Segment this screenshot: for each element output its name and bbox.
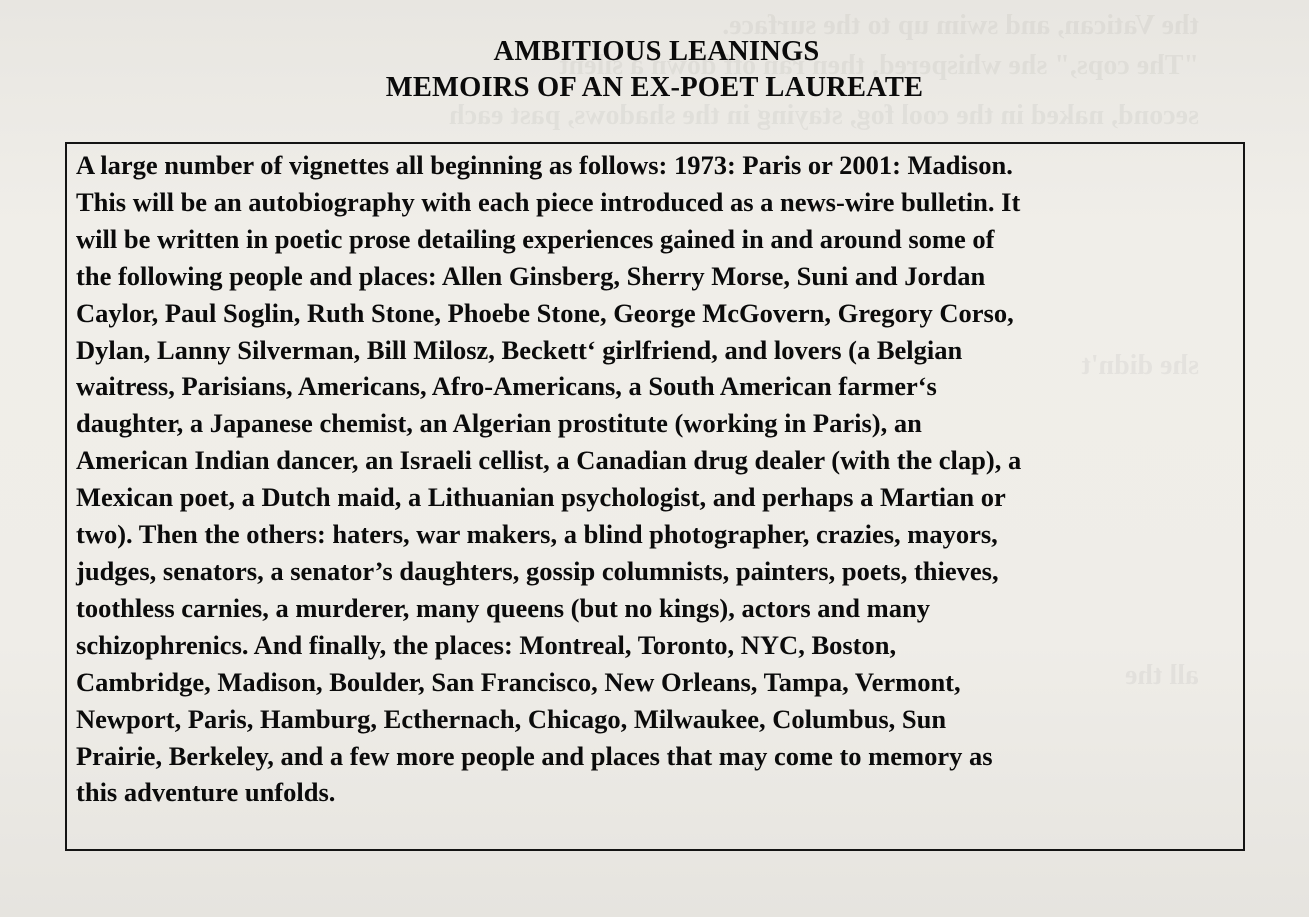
synopsis-line: Caylor, Paul Soglin, Ruth Stone, Phoebe Stone, George McGovern, Gregory Corso, [76, 297, 1014, 328]
synopsis-line: this adventure unfolds. [76, 777, 336, 808]
synopsis-line: daughter, a Japanese chemist, an Algerian prostitute (working in Paris), an [76, 408, 922, 439]
synopsis-line: judges, senators, a senator’s daughters, gossip columnists, painters, poets, thieves, [76, 555, 999, 586]
title-line-2: MEMOIRS OF AN EX-POET LAUREATE [385, 72, 924, 103]
title-line-1: AMBITIOUS LEANINGS [493, 36, 820, 67]
synopsis-paragraph [76, 147, 1246, 811]
synopsis-line: American Indian dancer, an Israeli cellist, a Canadian drug dealer (with the clap), a [76, 445, 1022, 476]
synopsis-line: Mexican poet, a Dutch maid, a Lithuanian psychologist, and perhaps a Martian or [76, 482, 1006, 513]
synopsis-line: will be written in poetic prose detailing experiences gained in and around some of [76, 223, 995, 254]
synopsis-line: waitress, Parisians, Americans, Afro-Americans, a South American farmer‘s [76, 371, 937, 402]
synopsis-line: This will be an autobiography with each piece introduced as a news-wire bulletin. It [76, 186, 1021, 217]
synopsis-line: two). Then the others: haters, war makers, a blind photographer, crazies, mayors, [76, 519, 998, 550]
synopsis-line: Prairie, Berkeley, and a few more people and places that may come to memory as [76, 740, 993, 771]
synopsis-line: Cambridge, Madison, Boulder, San Francisco, New Orleans, Tampa, Vermont, [76, 666, 961, 697]
synopsis-line: schizophrenics. And finally, the places: Montreal, Toronto, NYC, Boston, [76, 629, 897, 660]
synopsis-line: the following people and places: Allen Ginsberg, Sherry Morse, Suni and Jordan [76, 260, 986, 291]
synopsis-line: toothless carnies, a murderer, many queens (but no kings), actors and many [76, 592, 930, 623]
synopsis-line: A large number of vignettes all beginning as follows: 1973: Paris or 2001: Madison. [76, 150, 1013, 180]
synopsis-line: Newport, Paris, Hamburg, Ecthernach, Chicago, Milwaukee, Columbus, Sun [76, 703, 947, 734]
synopsis-line: Dylan, Lanny Silverman, Bill Milosz, Beckett‘ girlfriend, and lovers (a Belgian [76, 334, 963, 365]
document-title [0, 34, 1309, 106]
